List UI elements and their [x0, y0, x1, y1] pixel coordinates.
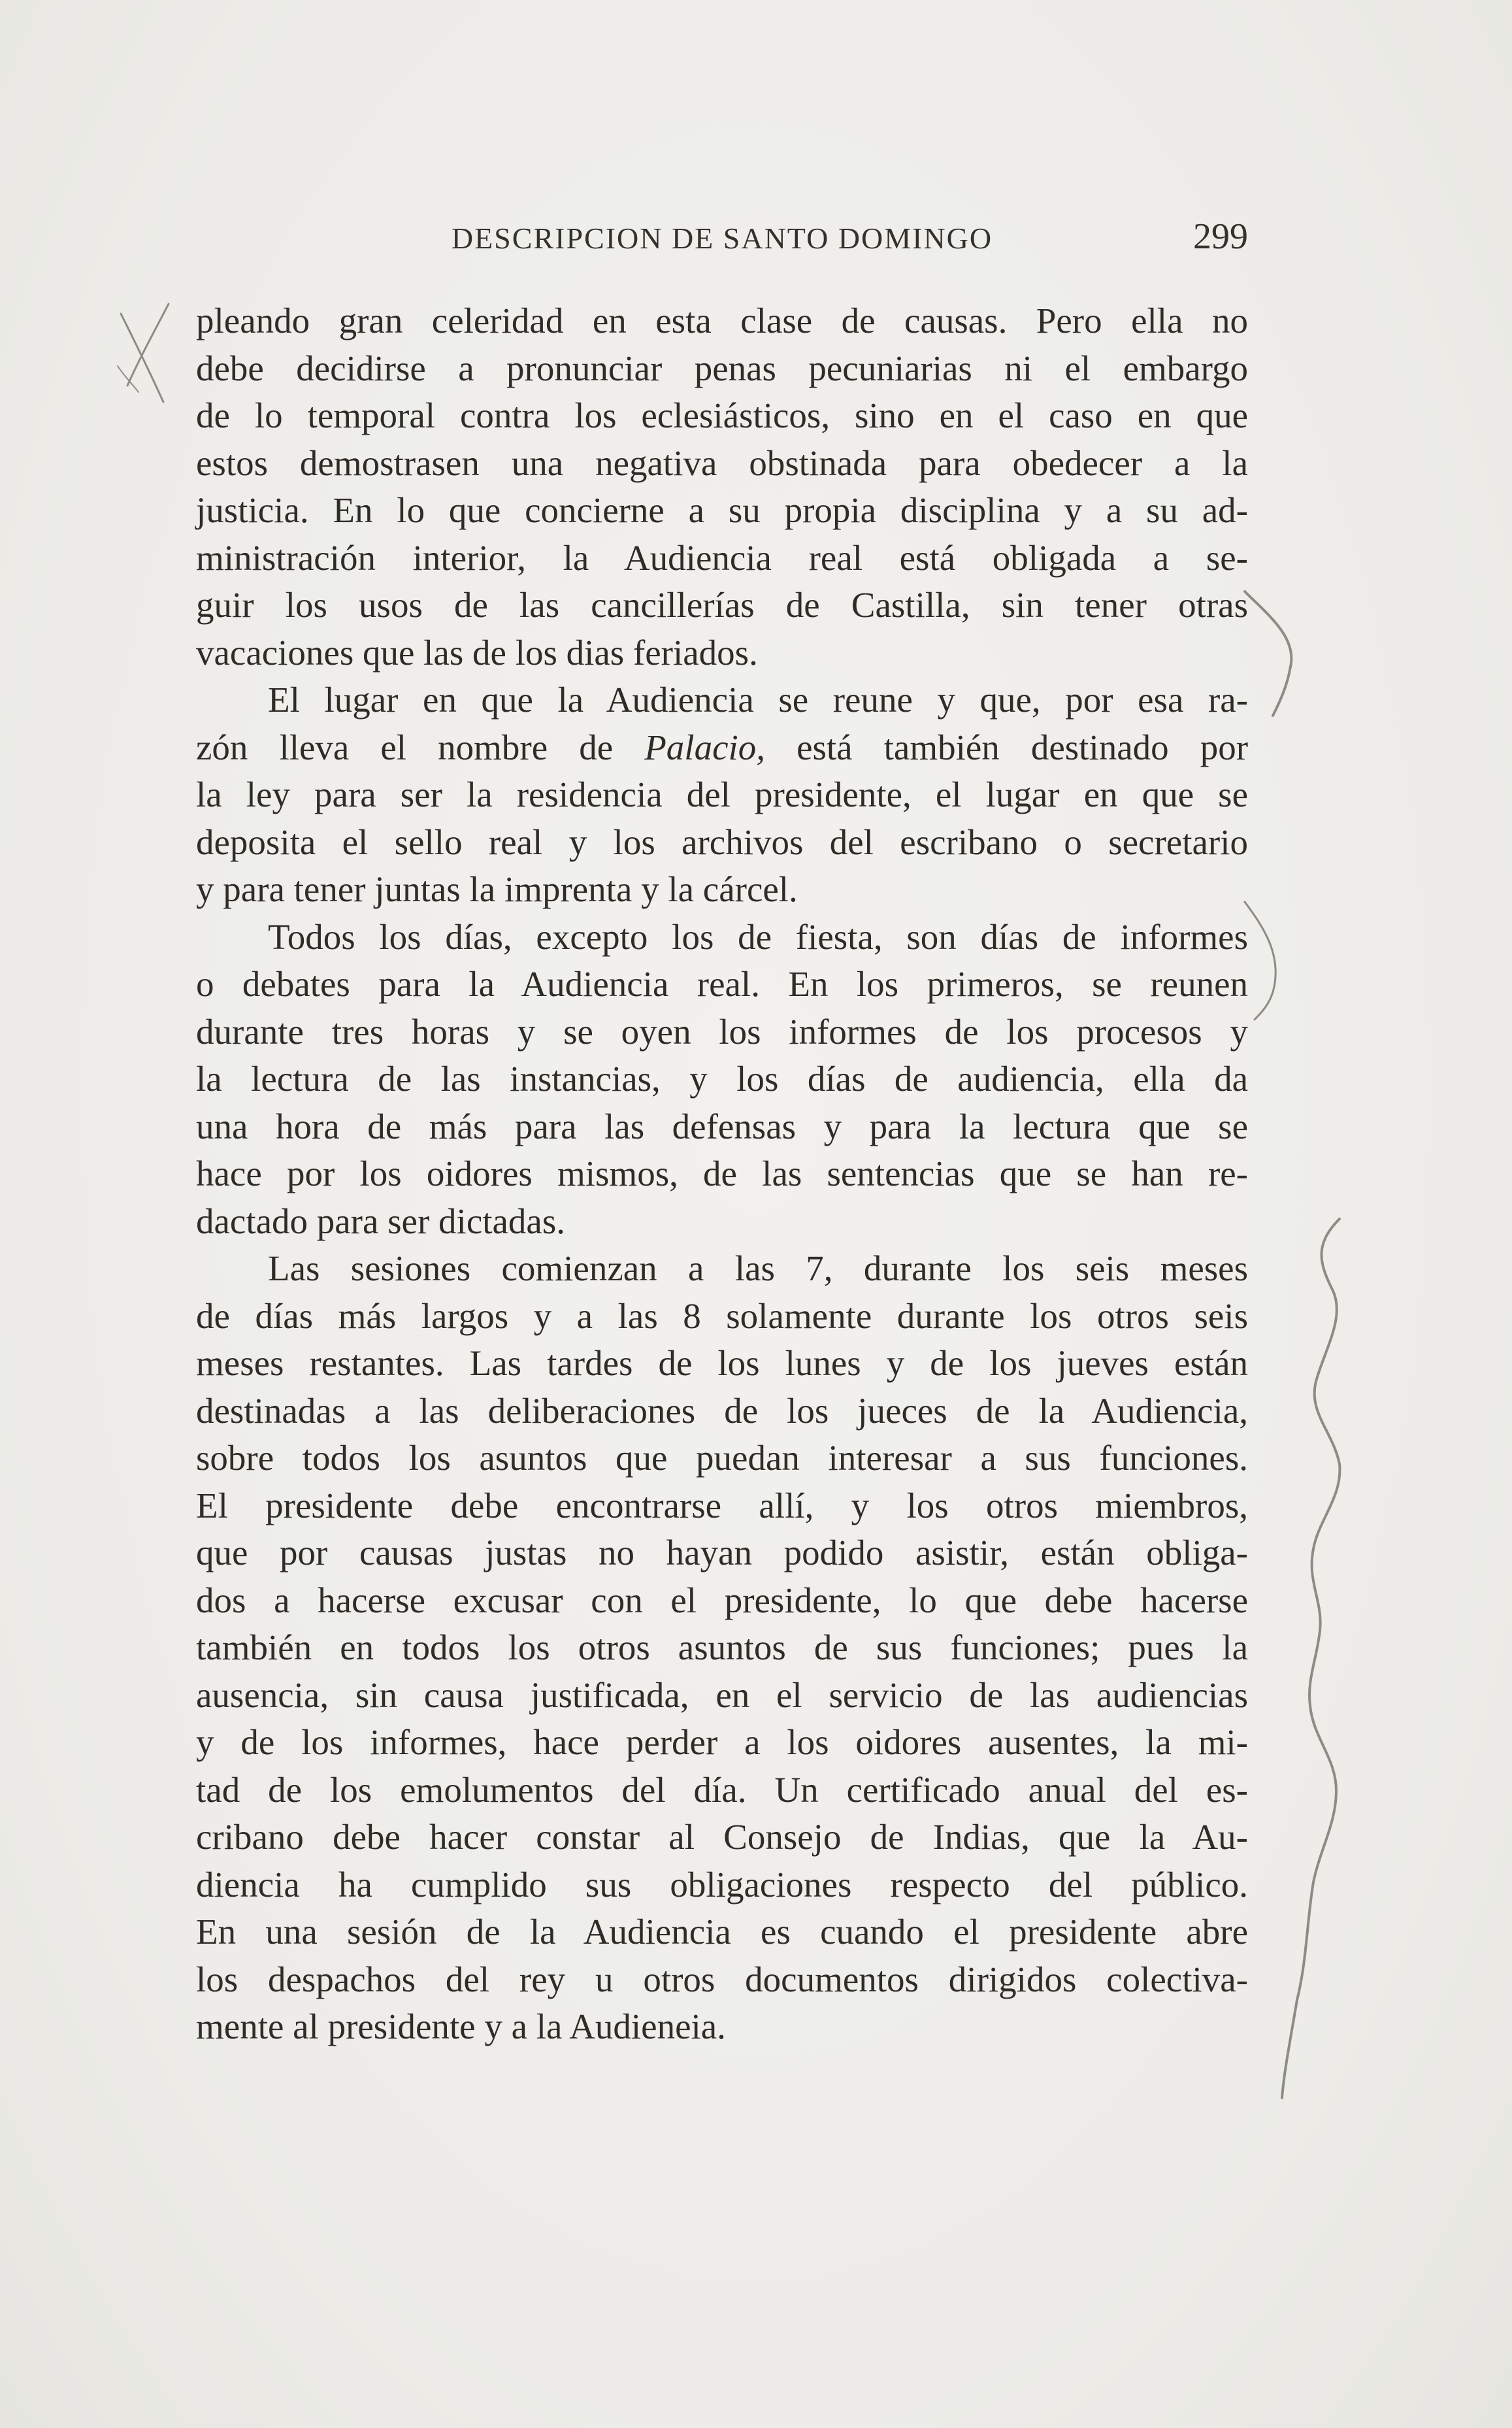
page-number: 299 — [1193, 216, 1248, 257]
text-line: guir los usos de las cancillerías de Castilla, sin tener otras — [196, 585, 1248, 625]
text-span: está también destinado por — [797, 727, 1249, 767]
running-title: DESCRIPCION DE SANTO DOMINGO — [451, 222, 993, 255]
text-line: mente al presidente y a la Audieneia. — [196, 2006, 726, 2046]
text-line: y para tener juntas la imprenta y la cárcel. — [196, 869, 798, 909]
text-line: tad de los emolumentos del día. Un certificado anual del es- — [196, 1769, 1248, 1810]
text-line: estos demostrasen una negativa obstinada para obedecer a la — [196, 442, 1248, 483]
text-line: y de los informes, hace perder a los oidores ausentes, la mi- — [196, 1722, 1248, 1762]
text-line: El presidente debe encontrarse allí, y los otros miembros, — [196, 1485, 1248, 1525]
text-line: los despachos del rey u otros documentos dirigidos colectiva- — [196, 1959, 1248, 1999]
text-line: debe decidirse a pronunciar penas pecuniarias ni el embargo — [196, 348, 1248, 388]
running-head — [196, 216, 1248, 261]
text-line: Todos los días, excepto los de fiesta, son días de informes — [268, 916, 1248, 957]
text-line: cribano debe hacer constar al Consejo de Indias, que la Au- — [196, 1817, 1248, 1857]
text-line: ministración interior, la Audiencia real está obligada a se- — [196, 537, 1248, 578]
text-line-with-italic — [196, 724, 1248, 772]
text-line: también en todos los otros asuntos de sus funciones; pues la — [196, 1627, 1248, 1667]
pencil-bracket-upper — [1245, 591, 1291, 716]
pencil-x-mark — [118, 366, 139, 392]
pencil-long-bracket — [1282, 1219, 1339, 2098]
text-line: Las sesiones comienzan a las 7, durante los seis meses — [268, 1248, 1248, 1288]
text-line: de lo temporal contra los eclesiásticos, sino en el caso en que — [196, 395, 1248, 435]
text-line: meses restantes. Las tardes de los lunes y de los jueves están — [196, 1343, 1248, 1383]
text-line: El lugar en que la Audiencia se reune y que, por esa ra- — [268, 680, 1248, 720]
text-line: hace por los oidores mismos, de las sentencias que se han re- — [196, 1154, 1248, 1193]
text-line: la ley para ser la residencia del presidente, el lugar en que se — [196, 774, 1248, 814]
text-line: justicia. En lo que concierne a su propia disciplina y a su ad- — [196, 490, 1248, 530]
text-line: sobre todos los asuntos que puedan interesar a sus funciones. — [196, 1438, 1248, 1478]
text-line: En una sesión de la Audiencia es cuando el presidente abre — [196, 1912, 1248, 1952]
text-line: una hora de más para las defensas y para la lectura que se — [196, 1106, 1248, 1146]
text-line: dos a hacerse excusar con el presidente, lo que debe hacerse — [196, 1580, 1248, 1620]
text-line: deposita el sello real y los archivos del escribano o secretario — [196, 822, 1248, 862]
pencil-x-mark — [127, 304, 169, 386]
text-line: que por causas justas no hayan podido asistir, están obliga- — [196, 1533, 1248, 1572]
text-line: diencia ha cumplido sus obligaciones respecto del público. — [196, 1864, 1248, 1904]
text-line: de días más largos y a las 8 solamente durante los otros seis — [196, 1295, 1248, 1336]
text-span: zón lleva el nombre de — [196, 727, 614, 767]
text-line: pleando gran celeridad en esta clase de causas. Pero ella no — [196, 301, 1248, 341]
text-line: durante tres horas y se oyen los informes de los procesos y — [196, 1011, 1248, 1052]
text-line: ausencia, sin causa justificada, en el servicio de las audiencias — [196, 1674, 1248, 1715]
pencil-bracket-mid — [1245, 902, 1275, 1020]
text-line: destinadas a las deliberaciones de los jueces de la Audiencia, — [196, 1390, 1248, 1431]
text-line: dactado para ser dictadas. — [196, 1201, 565, 1241]
pencil-x-mark — [121, 314, 163, 402]
body-text — [196, 297, 1248, 2051]
text-line: o debates para la Audiencia real. En los primeros, se reunen — [196, 964, 1248, 1004]
italic-word-palacio: Palacio, — [644, 727, 766, 767]
text-line: vacaciones que las de los dias feriados. — [196, 632, 758, 673]
text-line: la lectura de las instancias, y los días de audiencia, ella da — [196, 1059, 1248, 1099]
